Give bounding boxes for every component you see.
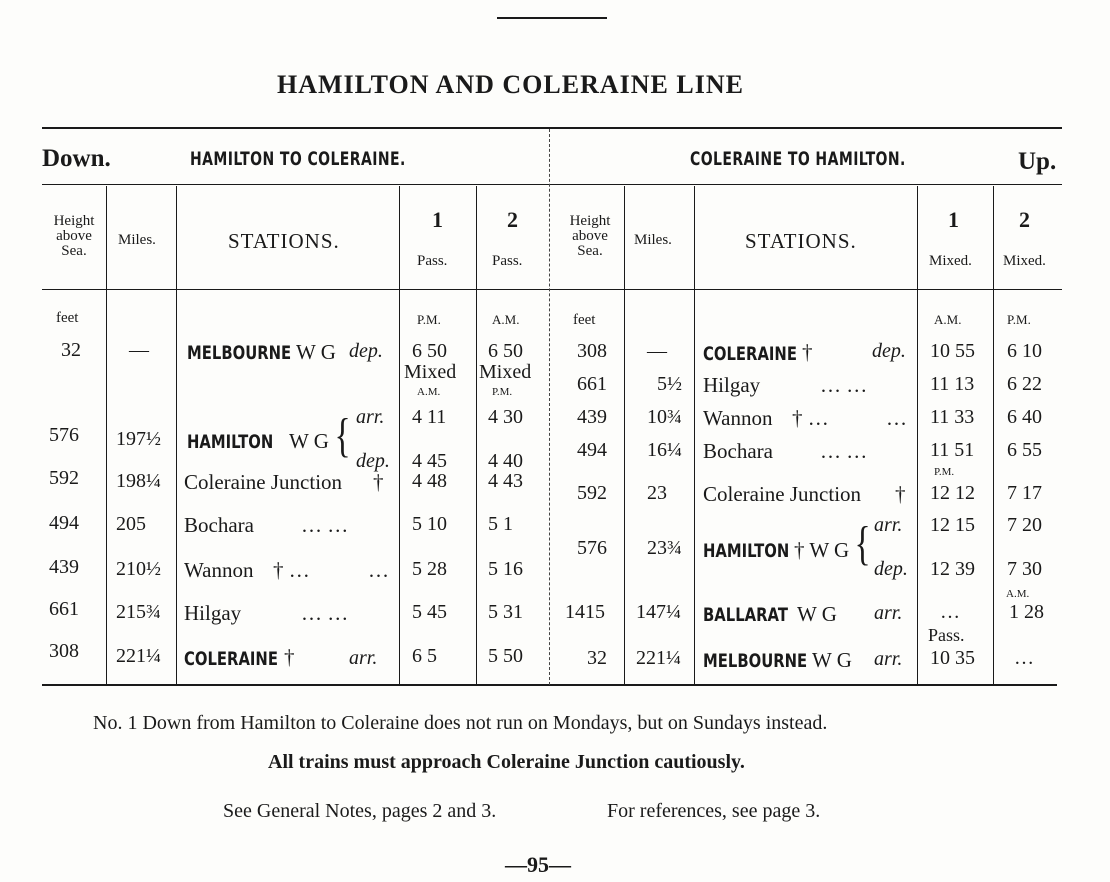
down-station-bochara: Bochara: [184, 513, 254, 537]
down-label: Down.: [42, 145, 111, 172]
down-row-miles: 210½: [116, 558, 161, 580]
down-train2-period: A.M.: [492, 312, 520, 327]
down-miles-header: Miles.: [118, 232, 156, 248]
up-station-hamilton: HAMILTON: [703, 540, 790, 562]
up-station-marks: W G: [797, 602, 837, 626]
down-station-marks: W G: [296, 340, 336, 364]
down-train1-note: Mixed: [404, 361, 457, 383]
down-station-coleraine: COLERAINE: [184, 648, 278, 670]
up-train2-period: A.M.: [1006, 588, 1030, 600]
down-section-title: HAMILTON TO COLERAINE.: [190, 148, 406, 170]
down-train2-number: 2: [507, 207, 518, 232]
up-station-action: arr.: [874, 602, 903, 624]
down-station-marks: W G: [289, 429, 329, 453]
down-train1-time: 4 48: [412, 470, 447, 492]
down-train2-time: 5 31: [488, 601, 523, 623]
up-train1-time: 11 13: [930, 373, 975, 395]
brace-icon: {: [334, 409, 351, 462]
up-station-marks: W G: [812, 648, 852, 672]
up-stations-header: STATIONS.: [745, 229, 857, 253]
down-train2-time: 5 16: [488, 558, 523, 580]
up-station-coleraine-junction: Coleraine Junction: [703, 482, 862, 506]
up-row-height: 439: [577, 406, 607, 428]
up-train2-dep: 7 30: [1007, 558, 1042, 580]
down-row-miles: 205: [116, 513, 146, 535]
up-train2-time: 7 17: [1007, 482, 1042, 504]
down-train1-number: 1: [432, 207, 443, 232]
down-train1-period: A.M.: [417, 386, 441, 398]
subheader-rule: [42, 289, 1062, 290]
up-train2-period: P.M.: [1007, 312, 1031, 327]
down-train2-note: Mixed: [479, 361, 532, 383]
up-train2-time: 6 10: [1007, 340, 1042, 362]
down-station-marks: † …: [273, 558, 310, 582]
header-rule: [42, 184, 1062, 185]
up-station-dep: dep.: [874, 558, 908, 580]
down-height-header: Height above Sea.: [53, 213, 95, 259]
down-station-dots: … …: [301, 601, 349, 625]
up-train2-number: 2: [1019, 207, 1030, 232]
down-station-melbourne: MELBOURNE: [187, 342, 292, 364]
up-station-coleraine: COLERAINE: [703, 343, 797, 365]
up-station-ballarat: BALLARAT: [703, 604, 788, 626]
down-station-dep: dep.: [356, 450, 390, 472]
up-col-rule-1: [624, 186, 625, 684]
down-row-height: 592: [49, 467, 79, 489]
up-row-miles: 10¾: [647, 406, 682, 428]
note-line-2: All trains must approach Coleraine Junction cautiously.: [268, 751, 745, 773]
brace-icon: {: [854, 517, 871, 570]
up-train1-time: 11 33: [930, 406, 975, 428]
down-train1-time: 5 45: [412, 601, 447, 623]
up-miles-header: Miles.: [634, 232, 672, 248]
down-train2-time: 6 50: [488, 340, 523, 362]
up-row-miles: 23: [647, 482, 667, 504]
up-train1-period: A.M.: [934, 312, 962, 327]
down-row-height: 308: [49, 640, 79, 662]
up-station-arr: arr.: [874, 514, 903, 536]
down-row-height: 494: [49, 512, 79, 534]
down-row-miles: 198¼: [116, 470, 161, 492]
up-train1-time: 10 35: [930, 647, 975, 669]
up-train2-time: 1 28: [1009, 601, 1044, 623]
up-row-height: 494: [577, 439, 607, 461]
up-train1-time: 11 51: [930, 439, 975, 461]
up-station-action: arr.: [874, 648, 903, 670]
down-train2-type: Pass.: [492, 253, 523, 269]
up-row-miles: 5½: [657, 373, 682, 395]
up-station-bochara: Bochara: [703, 439, 773, 463]
down-station-action: arr.: [349, 647, 378, 669]
up-row-height: 1415: [565, 601, 605, 623]
up-station-action: dep.: [872, 340, 906, 362]
down-col-rule-2: [176, 186, 177, 684]
down-train1-period: P.M.: [417, 312, 441, 327]
up-station-marks: †: [895, 482, 906, 506]
up-row-height: 661: [577, 373, 607, 395]
center-divider: [549, 129, 550, 685]
up-row-height: 308: [577, 340, 607, 362]
down-row-height: 576: [49, 424, 79, 446]
down-station-hilgay: Hilgay: [184, 601, 242, 625]
down-row-miles: 221¼: [116, 645, 161, 667]
up-row-miles: 147¼: [636, 601, 681, 623]
up-col-rule-3: [917, 186, 918, 684]
down-train1-time: 5 28: [412, 558, 447, 580]
up-station-marks: † W G: [794, 538, 850, 562]
down-train2-period: P.M.: [492, 386, 513, 398]
up-row-miles: 16¼: [647, 439, 682, 461]
down-train2-time: 5 1: [488, 513, 513, 535]
down-train2-dep: 4 40: [488, 450, 523, 472]
up-train2-arr: 7 20: [1007, 514, 1042, 536]
general-notes-ref: See General Notes, pages 2 and 3.: [223, 800, 497, 822]
up-train2-type: Mixed.: [1003, 253, 1046, 269]
down-train2-time: 5 50: [488, 645, 523, 667]
up-row-height: 576: [577, 537, 607, 559]
page-number: —95—: [505, 852, 571, 877]
up-row-height: 32: [587, 647, 607, 669]
up-train2-time: 6 22: [1007, 373, 1042, 395]
down-col-rule-1: [106, 186, 107, 684]
up-station-dots: … …: [820, 439, 868, 463]
down-train1-time: 5 10: [412, 513, 447, 535]
references-ref: For references, see page 3.: [607, 800, 821, 822]
down-station-dots: …: [368, 558, 389, 582]
up-train1-dep: 12 39: [930, 558, 975, 580]
up-row-miles: 221¼: [636, 647, 681, 669]
up-row-miles: —: [647, 340, 667, 362]
up-height-unit: feet: [573, 312, 596, 328]
up-station-marks: †: [802, 340, 813, 364]
up-label: Up.: [1018, 148, 1057, 175]
down-height-unit: feet: [56, 310, 79, 326]
up-train1-time: …: [940, 601, 960, 623]
down-train1-time: 6 50: [412, 340, 447, 362]
down-row-height: 32: [61, 339, 81, 361]
up-train1-note: Pass.: [928, 625, 965, 645]
down-row-height: 661: [49, 598, 79, 620]
down-row-miles: —: [129, 339, 149, 361]
up-station-melbourne: MELBOURNE: [703, 650, 808, 672]
up-col-rule-2: [694, 186, 695, 684]
down-train1-dep: 4 45: [412, 450, 447, 472]
table-top-rule: [42, 127, 1062, 129]
down-col-rule-3: [399, 186, 400, 684]
up-train2-time: …: [1014, 647, 1034, 669]
up-station-hilgay: Hilgay: [703, 373, 761, 397]
up-train1-type: Mixed.: [929, 253, 972, 269]
down-row-height: 439: [49, 556, 79, 578]
down-station-wannon: Wannon: [184, 558, 254, 582]
up-row-height: 592: [577, 482, 607, 504]
down-station-marks: †: [373, 470, 384, 494]
up-height-header: Height above Sea.: [569, 213, 611, 259]
down-train2-time: 4 43: [488, 470, 523, 492]
up-station-dots: …: [886, 406, 907, 430]
down-train1-arr: 4 11: [412, 406, 447, 428]
up-train1-arr: 12 15: [930, 514, 975, 536]
down-train1-type: Pass.: [417, 253, 448, 269]
down-train2-arr: 4 30: [488, 406, 523, 428]
up-row-miles: 23¾: [647, 537, 682, 559]
down-station-marks: †: [284, 645, 295, 669]
up-train1-period: P.M.: [934, 466, 955, 478]
up-train1-number: 1: [948, 207, 959, 232]
down-station-arr: arr.: [356, 406, 385, 428]
down-stations-header: STATIONS.: [228, 229, 340, 253]
up-train2-time: 6 40: [1007, 406, 1042, 428]
page-title: HAMILTON AND COLERAINE LINE: [277, 70, 744, 99]
down-col-rule-4: [476, 186, 477, 684]
up-col-rule-4: [993, 186, 994, 684]
up-train1-time: 12 12: [930, 482, 975, 504]
up-station-marks: † …: [792, 406, 829, 430]
note-line-1: No. 1 Down from Hamilton to Coleraine does not run on Mondays, but on Sundays instead.: [93, 712, 828, 734]
down-train1-time: 6 5: [412, 645, 437, 667]
down-row-miles: 197½: [116, 428, 161, 450]
up-station-dots: … …: [820, 373, 868, 397]
down-station-coleraine-junction: Coleraine Junction: [184, 470, 343, 494]
up-section-title: COLERAINE TO HAMILTON.: [690, 148, 906, 170]
top-rule: [497, 17, 607, 19]
up-train1-time: 10 55: [930, 340, 975, 362]
down-station-hamilton: HAMILTON: [187, 431, 274, 453]
down-row-miles: 215¾: [116, 601, 161, 623]
down-station-dots: … …: [301, 513, 349, 537]
up-train2-time: 6 55: [1007, 439, 1042, 461]
up-station-wannon: Wannon: [703, 406, 773, 430]
down-station-action: dep.: [349, 340, 383, 362]
